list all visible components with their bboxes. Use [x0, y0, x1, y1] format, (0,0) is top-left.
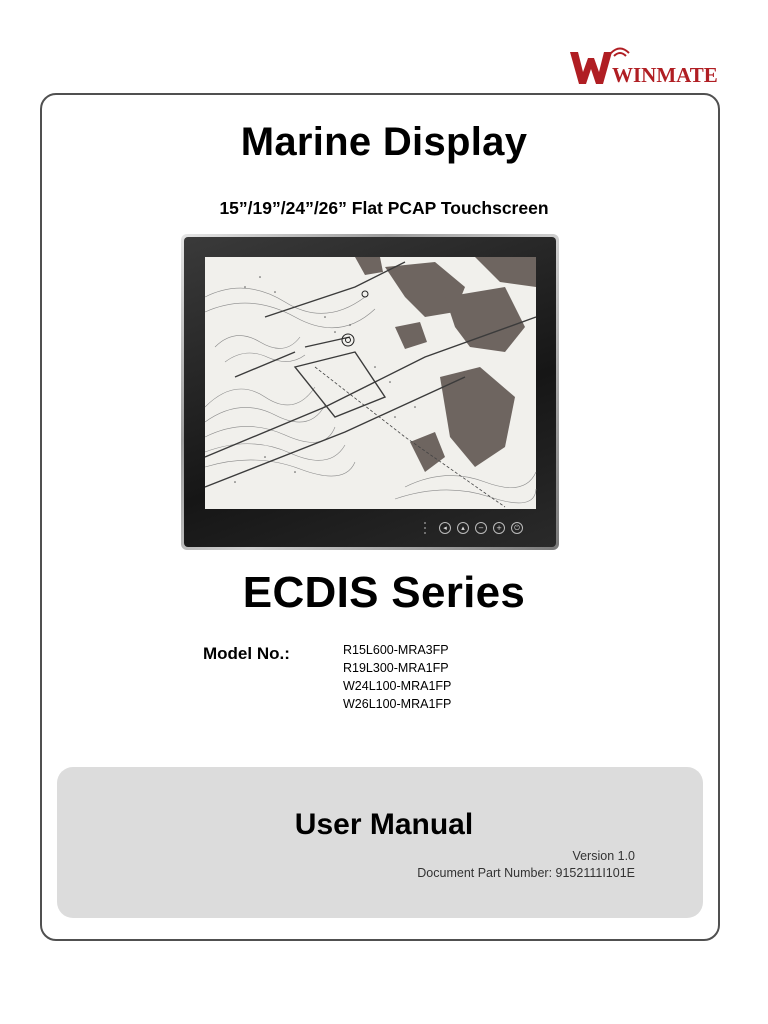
user-manual-panel — [57, 767, 703, 918]
model-number-list — [343, 641, 451, 713]
bezel-buttons — [424, 522, 523, 534]
user-manual-title: User Manual — [294, 808, 474, 841]
nautical-chart-screen — [205, 257, 536, 509]
model-number-label: Model No.: — [203, 644, 290, 663]
model-number-item: R15L600-MRA3FP — [343, 643, 449, 657]
model-number-item: W26L100-MRA1FP — [343, 697, 452, 711]
plus-icon: + — [493, 522, 505, 534]
series-title: ECDIS Series — [242, 568, 526, 617]
document-info — [417, 848, 635, 882]
power-icon: ⏻ — [511, 522, 523, 534]
source-icon: ◂ — [439, 522, 451, 534]
marine-display-image — [181, 234, 559, 550]
version-text: Version 1.0 — [572, 849, 635, 863]
logo-wordmark: WINMATE — [612, 63, 718, 87]
page-title: Marine Display — [240, 120, 528, 164]
menu-dots-icon — [424, 522, 427, 534]
page-subtitle: 15”/19”/24”/26” Flat PCAP Touchscreen — [219, 198, 549, 218]
minus-icon: − — [475, 522, 487, 534]
model-number-item: R19L300-MRA1FP — [343, 661, 449, 675]
winmate-logo — [568, 42, 718, 87]
model-number-item: W24L100-MRA1FP — [343, 679, 452, 693]
monitor-bezel — [184, 237, 556, 547]
up-icon: ▴ — [457, 522, 469, 534]
part-number-text: Document Part Number: 9152111I101E — [417, 866, 635, 880]
